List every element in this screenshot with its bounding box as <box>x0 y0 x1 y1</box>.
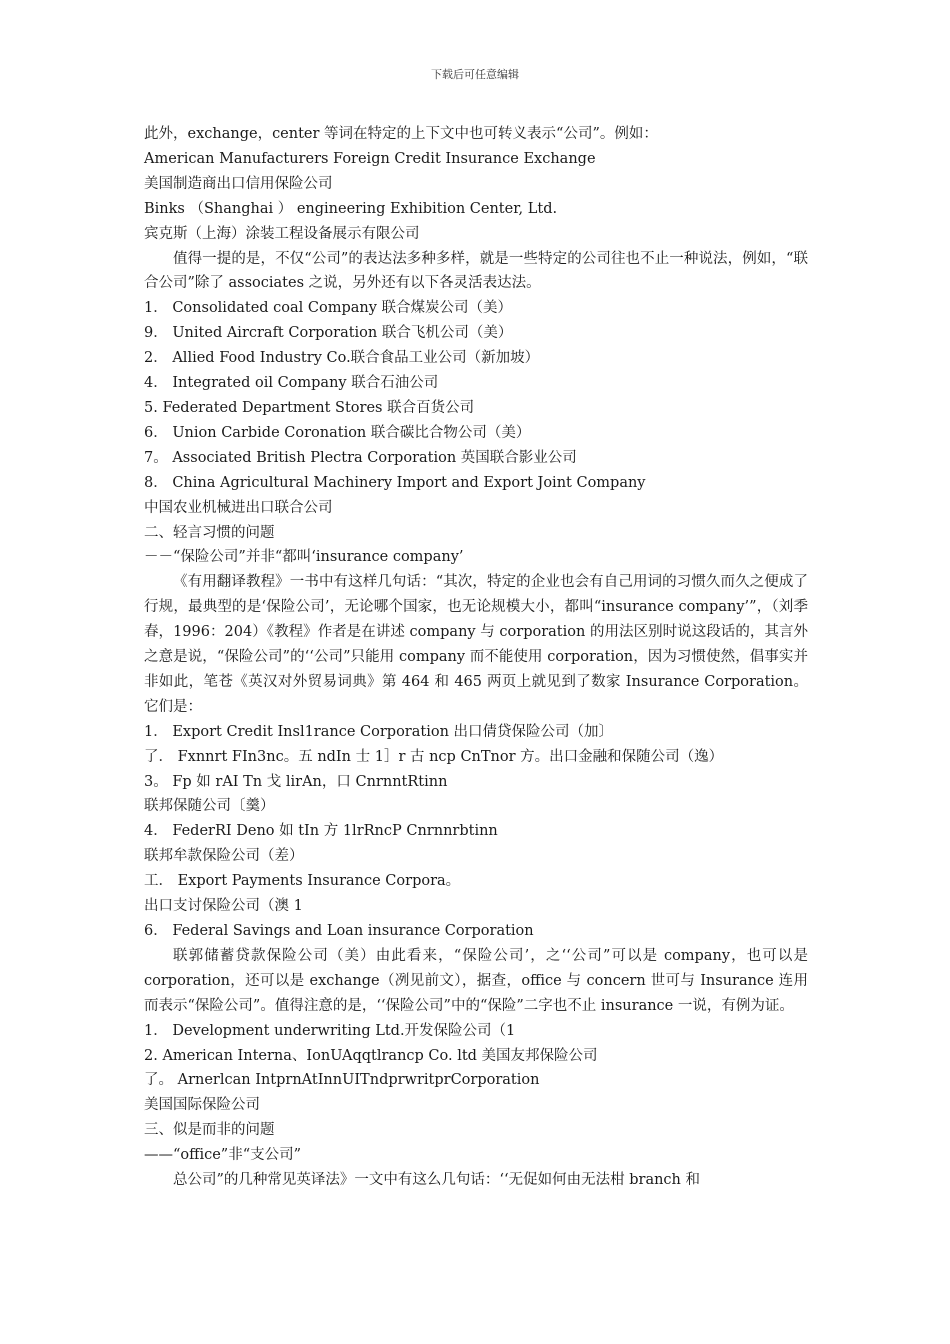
text-line: －－“保险公司”并非“都叫‘insurance company’ <box>144 549 464 566</box>
text-line: 4． FederRI Deno 如 tIn 方 1lrRncP Cnrnnrbtinn <box>144 823 498 840</box>
text-line: American Manufacturers Foreign Credit Insurance Exchange <box>144 150 596 167</box>
text-line: ——“office”非“支公司” <box>144 1147 302 1164</box>
text-line: 8． China Agricultural Machinery Import and Export Joint Company <box>144 474 646 491</box>
text-line: 此外，exchange，center 等词在特定的上下文中也可转义表示“公司”。例如： <box>144 126 658 142</box>
text-line: 《有用翻译教程》一书中有这样几句话：“其次，特定的企业也会有自己用词的习惯久而久之便成了行规，最典型的是‘保险公司’，无论哪个国家，也无论规模大小，都叫“insurance company’”，（刘季春，1996：204）《教程》作者是在讲述 company 与 corporation 的用法区别时说这段话的，其言外之意是说，“保险公司”的‘‘公司”只能用 company 而不能使用 corporation，因为习惯使然，倡事实并非如此，笔苍《英汉对外贸易词典》第 464 和 465 两页上就见到了数家 Insurance Corporation。它们是： <box>144 574 808 715</box>
text-line: 4． Integrated oil Company 联合石油公司 <box>144 375 439 392</box>
text-line: 联郭储蓄贷款保险公司（美）由此看来，“保险公司’，之‘‘公司”可以是 company，也可以是 corporation，还可以是 exchange（冽见前文），据查，office 与 concern 世可与 Insurance 连用而表示“保险公司”。值得注意的是，‘‘保险公司”中的“保险”二字也不止 insurance 一说，有例为证。 <box>144 947 808 1014</box>
text-line: 联邦牟款保险公司（差） <box>144 848 304 865</box>
text-line: 1． Export Credit Insl1rance Corporation 出口倩贷保险公司（加〕 <box>144 723 614 740</box>
text-line: 6． Union Carbide Coronation 联合碳比合物公司（美） <box>144 424 531 441</box>
page-header: 下载后可任意编辑 <box>431 68 519 81</box>
text-line: 5. Federated Department Stores 联合百货公司 <box>144 399 475 416</box>
text-line: 二、轻言习惯的问题 <box>144 524 275 541</box>
text-line: Binks （Shanghai ） engineering Exhibition Center, Ltd. <box>144 200 558 217</box>
text-line: 2． Allied Food Industry Co.联合食品工业公司（新加坡） <box>144 350 540 367</box>
text-line: 1． Consolidated coal Company 联合煤炭公司（美） <box>144 300 513 317</box>
text-line: 3。 Fp 如 rAI Tn 戈 lirAn，口 CnrnntRtinn <box>144 773 448 790</box>
text-line: 美国制造商出口信用保险公司 <box>144 175 333 192</box>
text-line: 总公司”的几种常见英译法》一文中有这么几句话：‘‘无促如何由无法柑 branch 和 <box>173 1172 701 1189</box>
text-line: 1． Development underwriting Ltd.开发保险公司（1 <box>144 1022 516 1039</box>
document-body <box>144 122 808 1193</box>
text-line: 值得一提的是，不仅“公司”的表达法多种多样，就是一些特定的公司往也不止一种说法，例如，“联合公司”除了 associates 之说，另外还有以下各灵活表达法。 <box>144 250 808 292</box>
text-line: 2. American Interna、IonUAqqtlrancp Co. ltd 美国友邦保险公司 <box>144 1047 598 1064</box>
text-line: 中国农业机械进出口联合公司 <box>144 499 333 516</box>
text-line: 9． United Aircraft Corporation 联合飞机公司（美） <box>144 325 513 342</box>
text-line: 联邦保随公司〔羹） <box>144 798 275 815</box>
text-line: 美国国际保险公司 <box>144 1097 260 1114</box>
text-line: 7。 Associated British Plectra Corporation 英国联合影业公司 <box>144 449 577 466</box>
text-line: 出口支讨保险公司（澳 1 <box>144 898 303 915</box>
text-line: 6． Federal Savings and Loan insurance Corporation <box>144 923 534 939</box>
text-line: 宾克斯（上海）涂装工程设备展示有限公司 <box>144 225 420 242</box>
text-line: 三、似是而非的问题 <box>144 1122 275 1139</box>
text-line: 了． Fxnnrt FIn3nc。五 ndIn 士 1］r 古 ncp CnTnor 方。出口金融和保随公司（逸） <box>144 748 724 765</box>
text-line: 工． Export Payments Insurance Corpora。 <box>144 873 461 890</box>
text-line: 了。 Arnerlcan IntprnAtInnUITndprwritprCorporation <box>144 1072 540 1089</box>
